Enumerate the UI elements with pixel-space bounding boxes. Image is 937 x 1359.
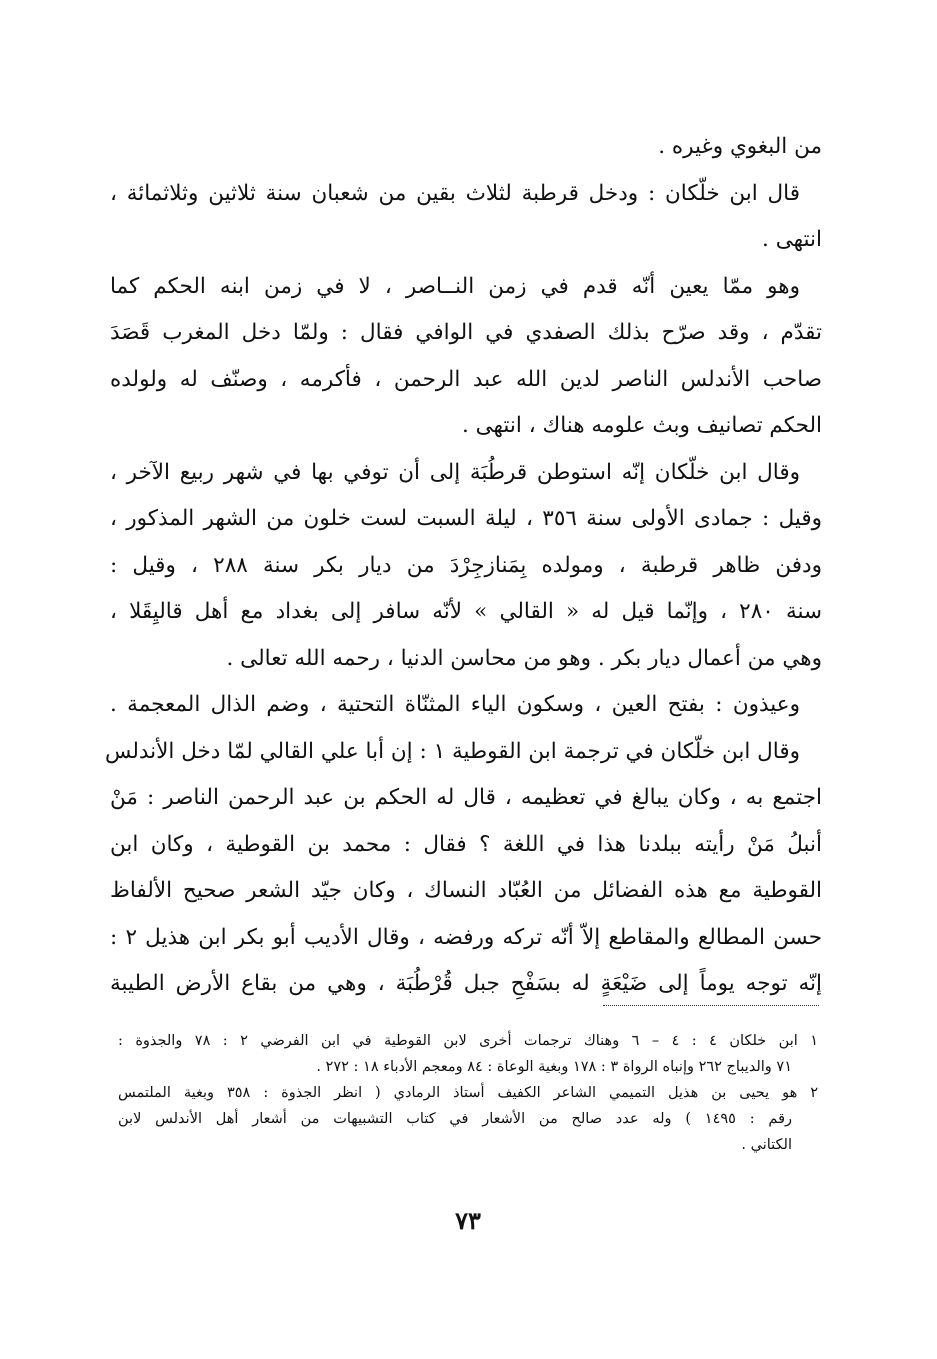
footnote-line: رقم : ١٤٩٥ ) وله عدد صالح من الأشعار في كتاب التشبيهات من أشعار أهل الأندلس لابن [118, 1111, 792, 1127]
text-line: حسن المطالع والمقاطع إلاّ أنّه تركه ورفضه ، وقال الأديب أبو بكر ابن هذيل ٢ : [110, 924, 823, 950]
footnote-line: الكتاني . [741, 1137, 792, 1153]
text-line: ودفن ظاهر قرطبة ، ومولده بِمَنازجِرْدَ من ديار بكر سنة ٢٨٨ ، وقيل : [110, 552, 822, 578]
text-line: اجتمع به ، وكان يبالغ في تعظيمه ، قال له الحكم بن عبد الرحمن الناصر : مَنْ [110, 785, 822, 810]
page-number: ٧٣ [455, 1206, 481, 1235]
text-line: إنّه توجه يوماً إلى ضَيْعَةٍ له بسَفْحِ جبل قُرْطُبَة ، وهي من بقاع الأرض الطيبة [110, 971, 822, 996]
text-line: من البغوي وغيره . [658, 134, 822, 159]
text-line: تقدّم ، وقد صرّح بذلك الصفدي في الوافي فقال : ولمّا دخل المغرب قَصَدَ [110, 320, 822, 345]
text-line: وقال ابن خلّكان في ترجمة ابن القوطية ١ : إن أبا علي القالي لمّا دخل الأندلس [104, 738, 800, 764]
footnote-line: ٧١ والديباج ٢٦٢ وإنباه الرواة ٣ : ١٧٨ وبغية الوعاة : ٨٤ ومعجم الأدباء ١٨ : ٢٧٢ . [316, 1059, 792, 1075]
text-line: صاحب الأندلس الناصر لدين الله عبد الرحمن ، فأكرمه ، وصنّف له ولولده [110, 366, 822, 392]
text-line: أنبلُ مَنْ رأيته ببلدنا هذا في اللغة ؟ فقال : محمد بن القوطية ، وكان ابن [110, 831, 822, 857]
text-line: قال ابن خلّكان : ودخل قرطبة لثلاث بقين من شعبان سنة ثلاثين وثلاثمائة ، [110, 180, 800, 206]
text-line: وهو ممّا يعين أنّه قدم في زمن النــاصر ، لا في زمن ابنه الحكم كما [110, 273, 800, 299]
text-line: القوطية مع هذه الفضائل من العُبّاد النساك ، وكان جيّد الشعر صحيح الألفاظ [110, 878, 822, 903]
text-line: وقال ابن خلّكان إنّه استوطن قرطُبَة إلى أن توفي بها في شهر ربيع الآخر ، [110, 459, 800, 485]
text-line: سنة ٢٨٠ ، وإنّما قيل له « القالي » لأنّه سافر إلى بغداد مع أهل قاليِقَلا ، [110, 599, 822, 624]
footnote-separator [603, 1005, 819, 1006]
text-line: وهي من أعمال ديار بكر . وهو من محاسن الدنيا ، رحمه الله تعالى . [226, 645, 822, 671]
main-text-block [104, 124, 823, 1008]
footnotes-block [118, 1028, 818, 1158]
footnote-line: ٢ هو يحيى بن هذيل التميمي الشاعر الكفيف أستاذ الرمادي ( انظر الجذوة : ٣٥٨ وبغية الملتمس [118, 1085, 818, 1101]
text-line: وقيل : جمادى الأولى سنة ٣٥٦ ، ليلة السبت لست خلون من الشهر المذكور ، [110, 506, 823, 531]
text-line: انتهى . [762, 227, 822, 252]
text-line: الحكم تصانيف وبث علومه هناك ، انتهى . [461, 413, 822, 438]
text-line: وعيذون : بفتح العين ، وسكون الياء المثنّاة التحتية ، وضم الذال المعجمة . [110, 692, 800, 717]
footnote-line: ١ ابن خلكان ٤ : ٤ – ٦ وهناك ترجمات أخرى لابن القوطية في ابن الفرضي ٢ : ٧٨ والجذوة : [118, 1033, 818, 1049]
